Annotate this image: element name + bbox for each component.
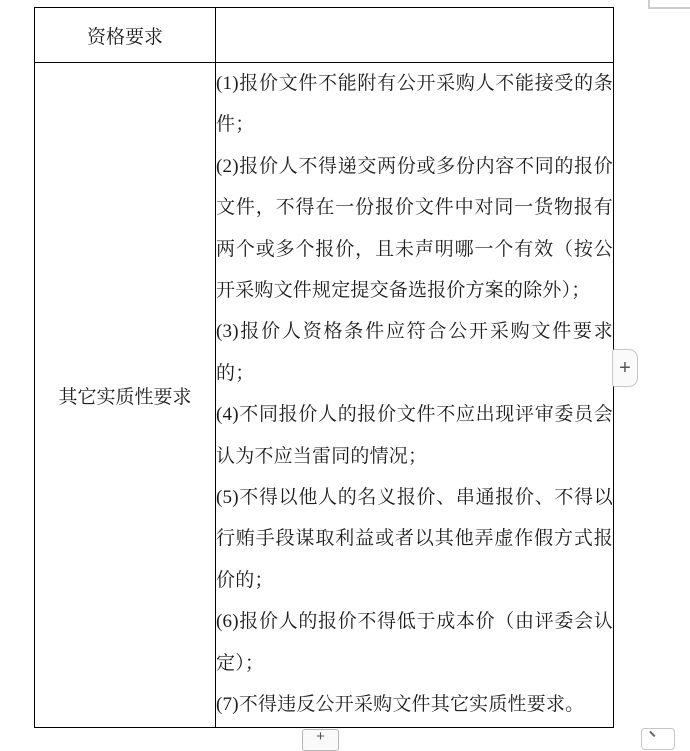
plus-icon: + xyxy=(316,728,325,745)
add-row-button[interactable] xyxy=(302,729,339,751)
cell-other-substantive-requirements-value[interactable] xyxy=(216,63,614,728)
plus-icon: + xyxy=(619,356,631,379)
table-row xyxy=(35,8,614,63)
other-substantive-requirements-text: 其它实质性要求 xyxy=(58,386,192,408)
table-row xyxy=(35,63,614,728)
requirement-item-4: (4)不同报价人的报价文件不应出现评审委员会认为不应当雷同的情况； xyxy=(216,404,613,467)
cell-qualification-requirements-value[interactable] xyxy=(216,8,614,63)
requirement-item-5: (5)不得以他人的名义报价、串通报价、不得以行贿手段谋取利益或者以其他弄虚作假方式报价的； xyxy=(216,487,613,591)
panel-corner-border xyxy=(648,0,690,9)
resize-diagonal-icon xyxy=(649,731,655,737)
requirement-item-7: (7)不得违反公开采购文件其它实质性要求。 xyxy=(216,694,585,716)
requirements-table xyxy=(34,7,614,728)
cell-other-substantive-requirements-label[interactable] xyxy=(35,63,216,728)
cell-qualification-requirements-label[interactable] xyxy=(35,8,216,63)
requirement-item-3: (3)报价人资格条件应符合公开采购文件要求的； xyxy=(216,321,613,384)
requirement-item-1: (1)报价文件不能附有公开采购人不能接受的条件； xyxy=(216,73,613,136)
add-column-button[interactable] xyxy=(612,349,638,387)
requirement-item-6: (6)报价人的报价不得低于成本价（由评委会认定）； xyxy=(216,611,613,674)
table-resize-handle[interactable] xyxy=(641,728,675,750)
requirement-item-2: (2)报价人不得递交两份或多份内容不同的报价文件，不得在一份报价文件中对同一货物报有两个或多个报价，且未声明哪一个有效（按公开采购文件规定提交备选报价方案的除外）； xyxy=(216,155,613,302)
qualification-requirements-text: 资格要求 xyxy=(86,26,163,48)
